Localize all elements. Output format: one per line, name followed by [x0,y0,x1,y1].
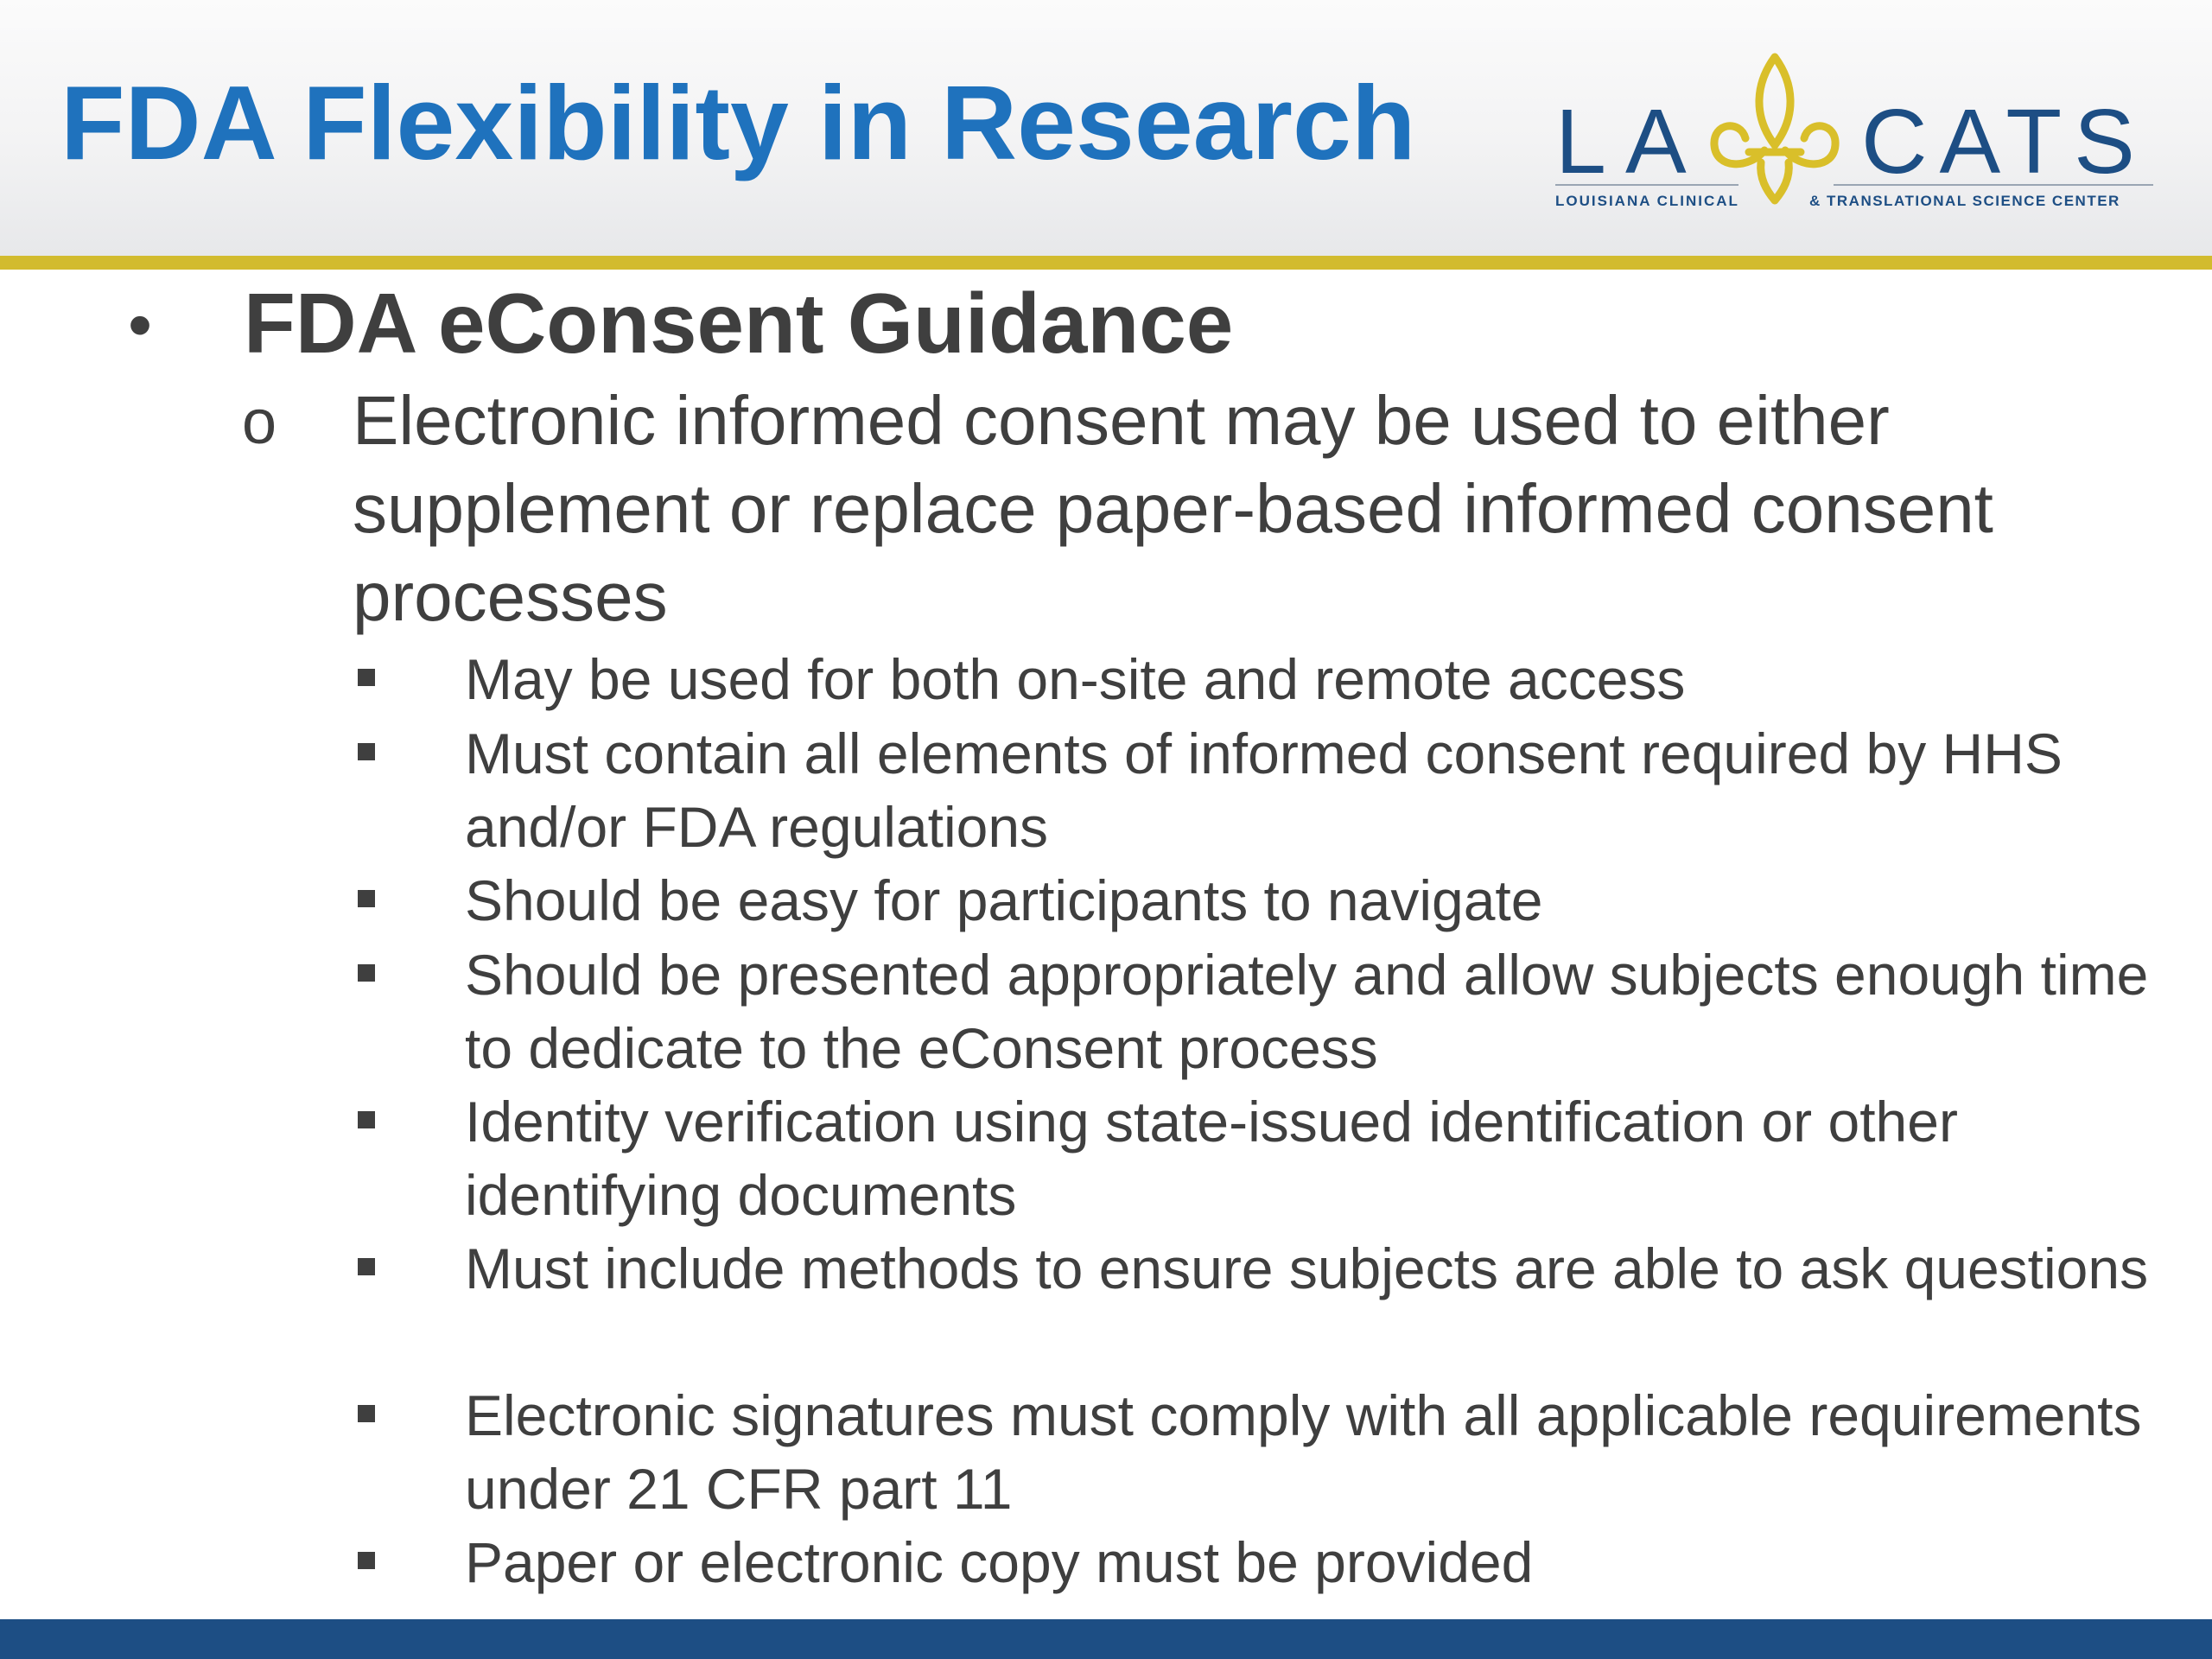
footer-bar [0,1619,2212,1659]
detail-text: Must contain all elements of informed consent required by HHS and/or FDA regulations [465,721,2063,859]
section-heading: FDA eConsent Guidance [244,276,1234,371]
square-bullet-icon [358,743,375,760]
header-gold-rule [0,256,2212,270]
detail-text: Should be presented appropriately and allow subjects enough time to dedicate to the eConsent process [465,943,2149,1080]
detail-text: Identity verification using state-issued identification or other identifying documents [465,1090,1958,1227]
square-bullet-icon [358,1552,375,1569]
page-title: FDA Flexibility in Research [60,64,1416,181]
detail-text: Should be easy for participants to navigate [465,868,1543,932]
level2-circle-bullet-icon: o [242,388,277,457]
level1-bullet-icon: • [128,286,153,363]
detail-text: May be used for both on-site and remote access [465,647,1686,711]
logo-la-letters: LA [1555,91,1706,193]
fleur-de-lis-icon [1714,57,1835,200]
detail-text: Paper or electronic copy must be provided [465,1530,1534,1594]
logo-tagline-left: LOUISIANA CLINICAL [1555,193,1739,209]
square-bullet-icon [358,964,375,982]
square-bullet-icon [358,1258,375,1275]
square-bullet-icon [358,890,375,907]
square-bullet-icon [358,669,375,686]
detail-text: Electronic signatures must comply with all applicable requirements under 21 CFR part 11 [465,1383,2142,1521]
detail-text: Must include methods to ensure subjects are able to ask questions [465,1236,2149,1300]
logo-tagline-right: & TRANSLATIONAL SCIENCE CENTER [1809,193,2120,209]
square-bullet-icon [358,1111,375,1128]
logo-cats-letters: CATS [1861,91,2147,193]
la-cats-logo [1548,48,2162,221]
sub-point-text: Electronic informed consent may be used to either supplement or replace paper-based informed consent processes [353,382,1993,635]
square-bullet-icon [358,1405,375,1422]
